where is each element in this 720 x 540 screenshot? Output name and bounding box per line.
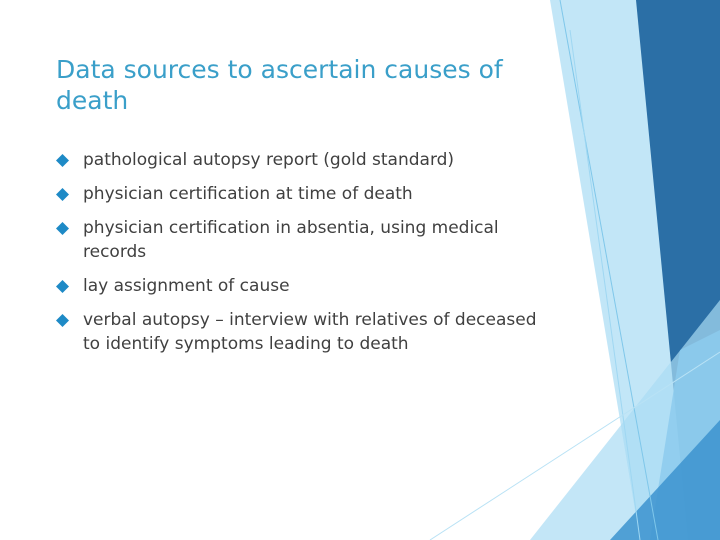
bullet-text: pathological autopsy report (gold standard) — [83, 150, 455, 170]
bullet-text: physician certification in absentia, using medical records — [83, 218, 499, 262]
bullet-list — [56, 148, 546, 366]
diamond-icon — [56, 314, 69, 327]
bullet-item — [56, 274, 546, 298]
bullet-text: lay assignment of cause — [83, 276, 290, 296]
diamond-icon — [56, 280, 69, 293]
diamond-icon — [56, 222, 69, 235]
diamond-icon — [56, 154, 69, 167]
bullet-item — [56, 182, 546, 206]
diamond-icon — [56, 188, 69, 201]
bullet-text: verbal autopsy – interview with relatives of deceased to identify symptoms leading to death — [83, 310, 537, 354]
bullet-item — [56, 148, 546, 172]
bullet-text: physician certification at time of death — [83, 184, 413, 204]
bullet-item — [56, 308, 546, 356]
slide-title: Data sources to ascertain causes of death — [56, 55, 503, 115]
bullet-item — [56, 216, 546, 264]
